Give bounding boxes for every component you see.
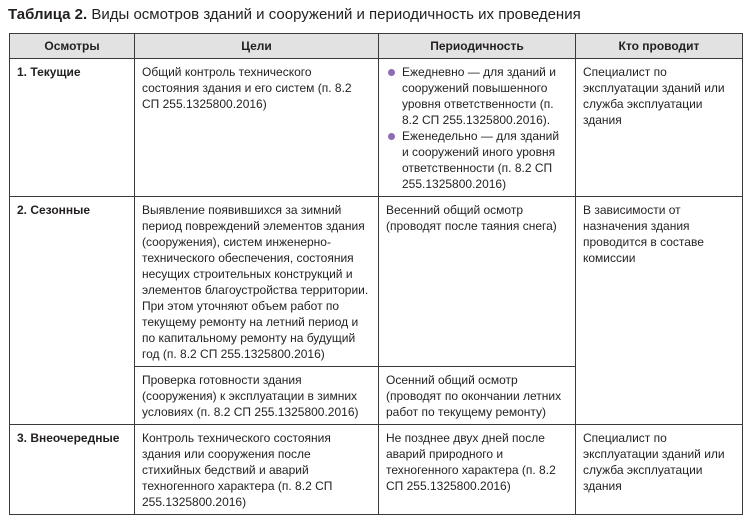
bullet-icon (388, 69, 395, 76)
header-inspections: Осмотры (10, 34, 135, 59)
goal-seasonal-autumn: Проверка готовности здания (сооружения) к эксплуатации в зимних условиях (п. 8.2 СП 255.1325800.2016) (135, 367, 379, 425)
header-goals: Цели (135, 34, 379, 59)
period-current (379, 59, 576, 197)
table-title (8, 5, 581, 25)
kind-extra: 3. Внеочередные (10, 425, 135, 515)
who-extra: Специалист по эксплуатации зданий или служба эксплуатации здания (576, 425, 743, 515)
header-periodicity: Периодичность (379, 34, 576, 59)
table-row-current (10, 59, 743, 197)
table-caption: Виды осмотров зданий и сооружений и периодичность их проведения (91, 6, 581, 23)
who-seasonal: В зависимости от назначения здания проводится в составе комиссии (576, 197, 743, 425)
goal-extra: Контроль технического состояния здания или сооружения после стихийных бедствий и аварий техногенного характера (п. 8.2 СП 255.1325800.2016) (135, 425, 379, 515)
table-row-extra (10, 425, 743, 515)
period-seasonal-autumn: Осенний общий осмотр (проводят по окончании летних работ по текущему ремонту) (379, 367, 576, 425)
period-item: Еженедельно — для зданий и сооружений иного уровня ответственности (п. 8.2 СП 255.1325800.2016) (386, 128, 568, 192)
period-extra: Не позднее двух дней после аварий природного и техногенного характера (п. 8.2 СП 255.1325800.2016) (379, 425, 576, 515)
period-item: Ежедневно — для зданий и сооружений повышенного уровня ответственности (п. 8.2 СП 255.1325800.2016). (386, 64, 568, 128)
header-performer: Кто проводит (576, 34, 743, 59)
bullet-icon (388, 133, 395, 140)
goal-seasonal-spring: Выявление появившихся за зимний период повреждений элементов здания (сооружения), систем инженерно-технического обеспечения, состояния несущих строительных конструкций и элементов благоустройства территории. При этом уточняют объем работ по текущему ремонту на летний период и по капитальному ремонту на будущий год (п. 8.2 СП 255.1325800.2016) (135, 197, 379, 367)
inspection-table (9, 33, 743, 515)
table-row-seasonal (10, 197, 743, 367)
kind-seasonal: 2. Сезонные (10, 197, 135, 425)
table-header-row (10, 34, 743, 59)
table-number: Таблица 2. (8, 6, 88, 23)
who-current: Специалист по эксплуатации зданий или служба эксплуатации здания (576, 59, 743, 197)
kind-current: 1. Текущие (10, 59, 135, 197)
period-seasonal-spring: Весенний общий осмотр (проводят после таяния снега) (379, 197, 576, 367)
goal-current: Общий контроль технического состояния здания и его систем (п. 8.2 СП 255.1325800.2016) (135, 59, 379, 197)
